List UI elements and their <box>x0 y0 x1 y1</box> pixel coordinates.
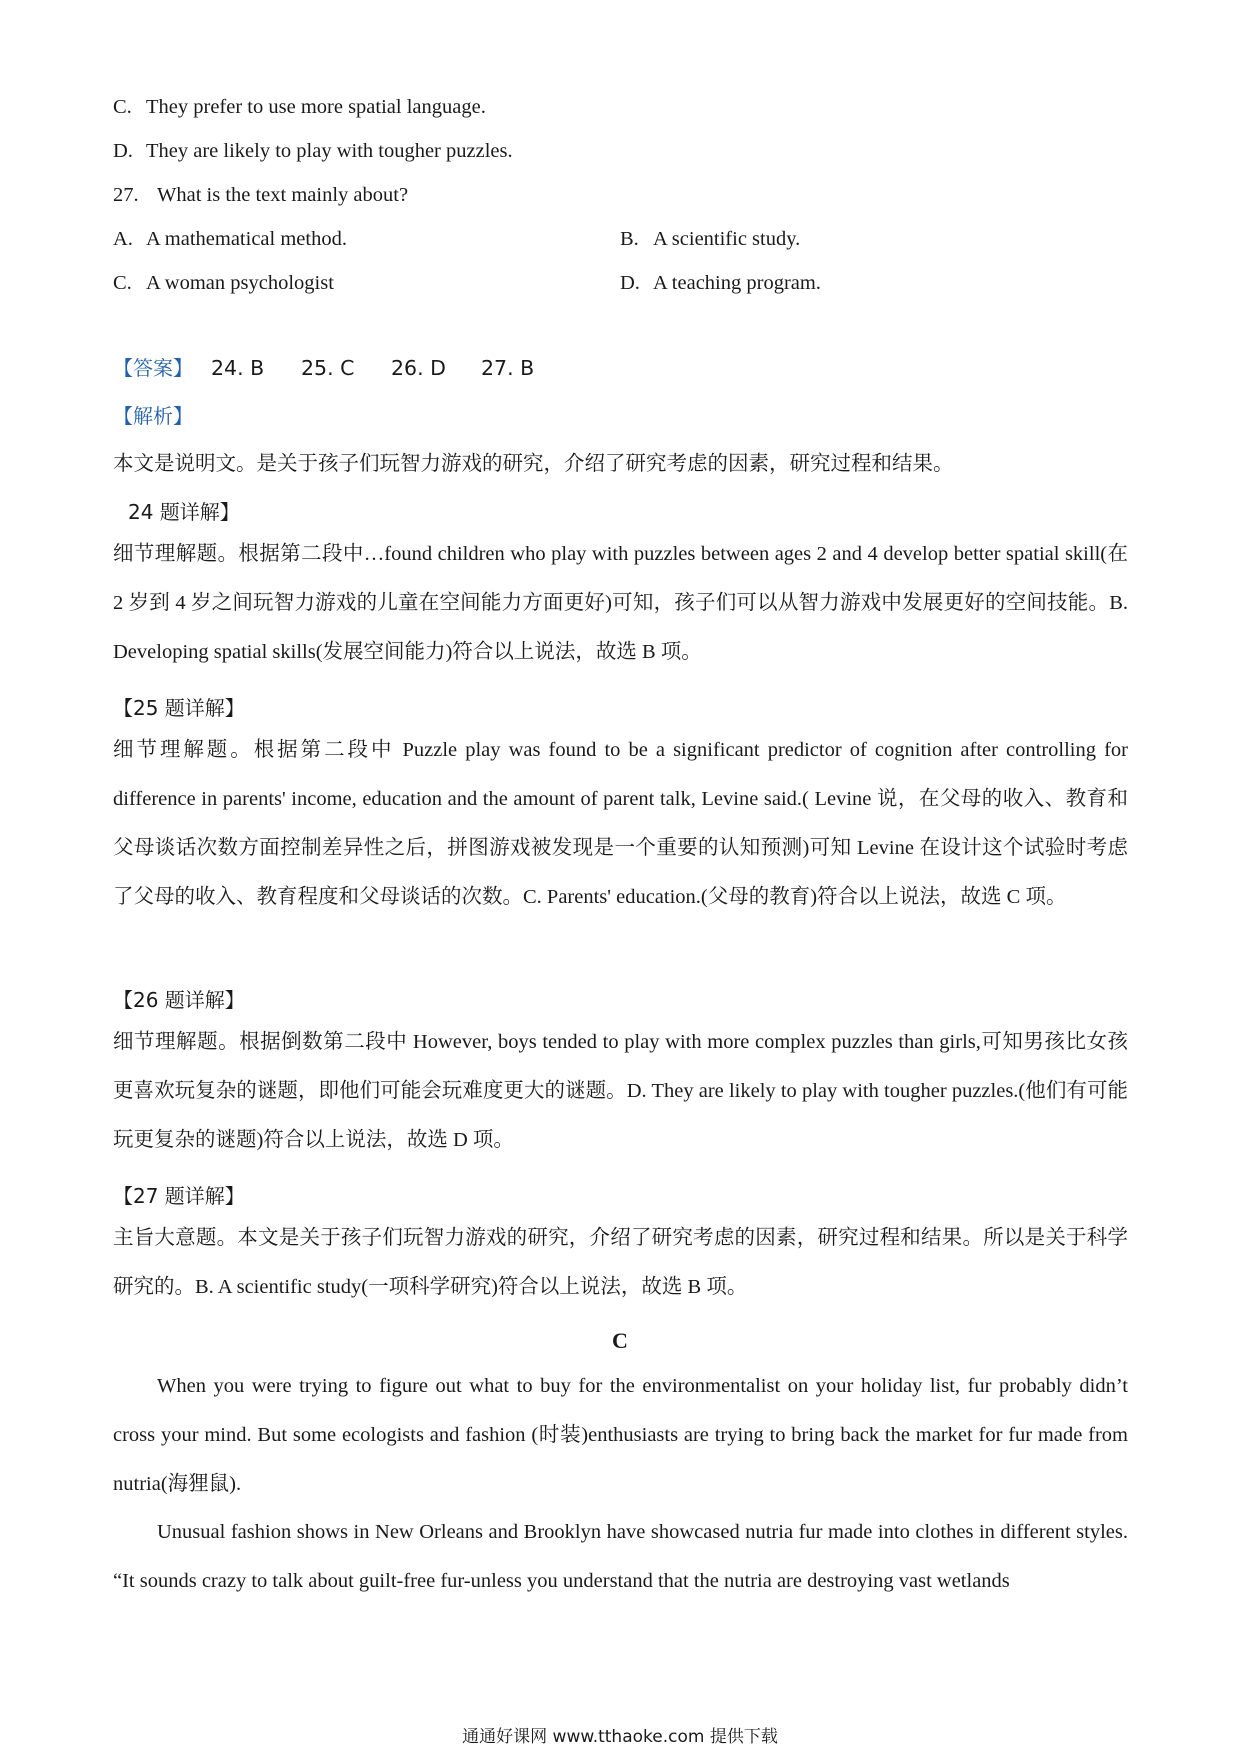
option-text: They are likely to play with tougher puzzles. <box>146 140 513 162</box>
q25-detail-heading <box>113 692 245 721</box>
answer-item: 25. C <box>301 356 355 380</box>
question-text: What is the text mainly about? <box>157 184 409 206</box>
analysis-summary <box>113 446 954 476</box>
q26-option-d <box>113 140 513 163</box>
option-letter: C. <box>113 272 132 294</box>
answer-tag: 【答案】 <box>113 356 193 380</box>
option-text: A mathematical method. <box>146 228 347 250</box>
passage-title: C <box>612 1328 628 1353</box>
answer-item: 27. B <box>481 356 535 380</box>
q27-option-c <box>113 272 334 295</box>
page-footer: 通通好课网 www.tthaoke.com 提供下载 <box>462 1727 778 1747</box>
q26-detail-tag: 【26 题详解】 <box>113 988 245 1012</box>
q27-detail-tag: 【27 题详解】 <box>113 1184 245 1208</box>
option-text: A teaching program. <box>653 272 821 294</box>
q27-option-a <box>113 228 347 251</box>
passage-paragraph: Unusual fashion shows in New Orleans and Brooklyn have showcased nutria fur made into clothes in different styles. “It sounds crazy to talk about guilt-free fur-unless you understand that the nutria are destroying vast wetlands <box>113 1521 1128 1592</box>
option-letter: A. <box>113 228 133 250</box>
answer-item: 26. D <box>391 356 446 380</box>
option-text: A scientific study. <box>653 228 801 250</box>
answer-item: 24. B <box>211 356 265 380</box>
q27-question <box>113 184 408 207</box>
summary-text: 本文是说明文。是关于孩子们玩智力游戏的研究，介绍了研究考虑的因素，研究过程和结果。 <box>113 453 954 475</box>
option-text: They prefer to use more spatial language. <box>146 96 486 118</box>
q27-option-d <box>620 272 821 295</box>
q26-detail-text: 细节理解题。根据倒数第二段中 However, boys tended to play with more complex puzzles than girls,可知男孩比女孩更喜欢玩复杂的谜题，即他们可能会玩难度更大的谜题。D. They are likely to play with tougher puzzles.(他们有可能玩更复杂的谜题)符合以上说法，故选 D 项。 <box>113 1031 1128 1151</box>
q26-detail-heading <box>113 984 245 1013</box>
option-letter: D. <box>620 272 640 294</box>
q24-detail-text: 细节理解题。根据第二段中…found children who play with puzzles between ages 2 and 4 develop better spatial skill(在 2 岁到 4 岁之间玩智力游戏的儿童在空间能力方面更好)可知，孩子们可以从智力游戏中发展更好的空间技能。B. Developing spatial skills(发展空间能力)符合以上说法，故选 B 项。 <box>113 543 1128 663</box>
option-letter: C. <box>113 96 132 118</box>
passage-paragraph: When you were trying to figure out what to buy for the environmentalist on your holiday list, fur probably didn’t cross your mind. But some ecologists and fashion (时装)enthusiasts are trying to bring back the market for fur made from nutria(海狸鼠). <box>113 1375 1128 1495</box>
option-letter: D. <box>113 140 133 162</box>
q25-detail-tag: 【25 题详解】 <box>113 696 245 720</box>
q25-detail-text: 细节理解题。根据第二段中 Puzzle play was found to be a significant predictor of cognition after controlling for difference in parents' income, education and the amount of parent talk, Levine said.( Levine 说，在父母的收入、教育和父母谈话次数方面控制差异性之后，拼图游戏被发现是一个重要的认知预测)可知 Levine 在设计这个试验时考虑了父母的收入、教育程度和父母谈话的次数。C. Parents' education.(父母的教育)符合以上说法，故选 C 项。 <box>113 739 1128 908</box>
q27-detail-heading <box>113 1180 245 1209</box>
option-letter: B. <box>620 228 639 250</box>
q24-detail-heading <box>128 496 240 525</box>
option-text: A woman psychologist <box>146 272 334 294</box>
q26-option-c <box>113 96 486 119</box>
q27-option-b <box>620 228 800 251</box>
q27-detail-text: 主旨大意题。本文是关于孩子们玩智力游戏的研究，介绍了研究考虑的因素，研究过程和结果。所以是关于科学研究的。B. A scientific study(一项科学研究)符合以上说法，故选 B 项。 <box>113 1227 1128 1298</box>
answer-key <box>113 352 553 381</box>
analysis-heading <box>113 400 193 429</box>
q24-detail-tag: 24 题详解】 <box>128 500 240 524</box>
analysis-tag: 【解析】 <box>113 404 193 428</box>
question-number: 27. <box>113 184 139 206</box>
